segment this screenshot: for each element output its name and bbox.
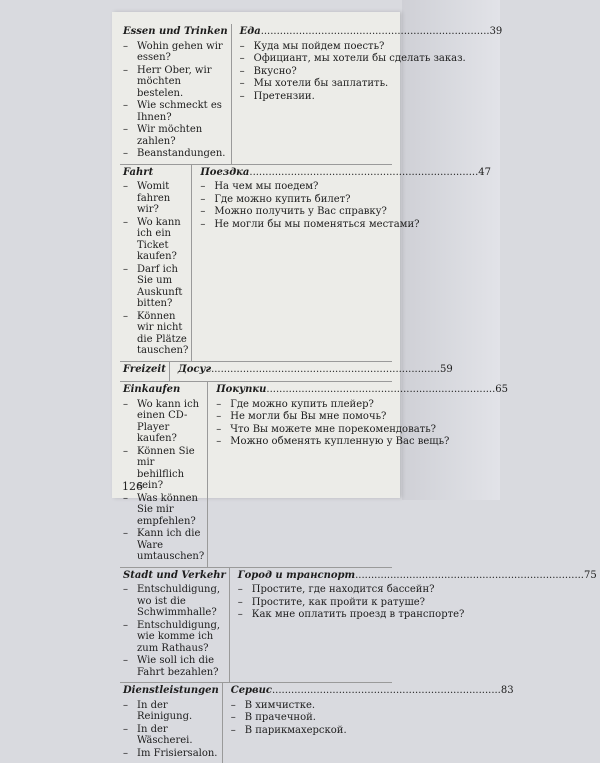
list-item: – Не могли бы Вы мне помочь? (216, 411, 508, 423)
list-item: – Beanstandungen. (123, 148, 228, 160)
list-item: – В парикмахерской. (231, 725, 514, 737)
de-section-title: Stadt und Verkehr (123, 569, 226, 581)
section-row (120, 568, 597, 684)
page-ref: 59 (439, 363, 453, 375)
list-item: – Можно получить у Вас справку? (200, 206, 491, 218)
ru-section-title: Сервис ..... 83 (231, 685, 514, 697)
list-item: – Претензии. (240, 91, 503, 103)
page-ref: 39 (489, 26, 503, 37)
list-item: – Wie schmeckt es Ihnen? (123, 100, 228, 123)
page-ref: 75 (583, 569, 597, 581)
ru-section-title: Еда ..... 39 (240, 26, 503, 38)
list-item: – Im Frisiersalon. (123, 748, 219, 760)
section-row (120, 24, 503, 165)
page-ref: 83 (500, 685, 514, 696)
de-section-title: Dienstleistungen (123, 685, 219, 696)
list-item: – В химчистке. (231, 700, 514, 712)
section-row (120, 382, 509, 568)
list-item: – Womit fahren wir? (123, 181, 188, 216)
list-item: – Herr Ober, wir möchten bestelen. (123, 65, 228, 100)
list-item: – Где можно купить билет? (200, 194, 491, 206)
contents-table (120, 24, 597, 763)
book-page (112, 12, 597, 759)
list-item: – Мы хотели бы заплатить. (240, 78, 503, 90)
list-item: – In der Reinigung. (123, 700, 219, 723)
ru-column (230, 568, 600, 683)
de-column (120, 683, 223, 763)
list-item: – Darf ich Sie um Auskunft bitten? (123, 264, 188, 310)
section-row (120, 683, 514, 763)
list-item: – Können Sie mir behilflich sein? (123, 446, 204, 492)
section-row (120, 362, 453, 383)
list-item: – В прачечной. (231, 712, 514, 724)
list-item: – Где можно купить плейер? (216, 399, 508, 411)
de-section-title: Freizeit (123, 363, 166, 375)
list-item: – На чем мы поедем? (200, 181, 491, 193)
list-item: – Wir möchten zahlen? (123, 124, 228, 147)
ru-section-title: Покупки ..... 65 (216, 384, 508, 396)
list-item: – Куда мы пойдем поесть? (240, 41, 503, 53)
section-row (120, 165, 491, 362)
list-item: – Официант, мы хотели бы сделать заказ. (240, 53, 503, 65)
list-item: – Können wir nicht die Plätze tauschen? (123, 311, 188, 357)
list-item: – Простите, как пройти к ратуше? (238, 597, 597, 609)
list-item: – Wie soll ich die Fahrt bezahlen? (123, 655, 226, 678)
list-item: – Entschuldigung, wo ist die Schwimmhalle? (123, 584, 226, 619)
list-item: – Wohin gehen wir essen? (123, 41, 228, 64)
ru-section-title: Город и транспорт ..... 75 (238, 570, 597, 582)
de-column (120, 382, 208, 567)
list-item: – Не могли бы мы поменяться местами? (200, 219, 491, 231)
ru-section-title: Поездка ..... 47 (200, 167, 491, 179)
list-item: – Вкусно? (240, 66, 503, 78)
de-column (120, 165, 192, 361)
ru-column (192, 165, 494, 361)
ru-section-title: Досуг ..... 59 (178, 364, 453, 376)
de-section-title: Fahrt (123, 166, 154, 178)
de-column (120, 568, 230, 683)
ru-column (232, 24, 506, 164)
list-item: – Что Вы можете мне порекомендовать? (216, 424, 508, 436)
page-ref: 47 (478, 166, 491, 178)
list-item: – Как мне оплатить проезд в транспорте? (238, 609, 597, 621)
ru-column (208, 382, 511, 567)
list-item: – Entschuldigung, wie komme ich zum Rathaus? (123, 620, 226, 655)
de-column (120, 24, 232, 164)
list-item: – In der Wäscherei. (123, 724, 219, 747)
de-column (120, 362, 170, 382)
list-item: – Was können Sie mir empfehlen? (123, 493, 204, 528)
de-section-title: Einkaufen (123, 384, 181, 395)
de-section-title: Essen und Trinken (123, 26, 228, 37)
ru-column (170, 362, 456, 382)
list-item: – Можно обменять купленную у Вас вещь? (216, 436, 508, 448)
list-item: – Wo kann ich einen CD-Player kaufen? (123, 399, 204, 445)
page-number: 126 (122, 480, 143, 493)
list-item: – Kann ich die Ware umtauschen? (123, 528, 204, 563)
page-ref: 65 (495, 384, 509, 395)
list-item: – Wo kann ich ein Ticket kaufen? (123, 217, 188, 263)
ru-column (223, 683, 517, 763)
list-item: – Простите, где находится бассейн? (238, 584, 597, 596)
